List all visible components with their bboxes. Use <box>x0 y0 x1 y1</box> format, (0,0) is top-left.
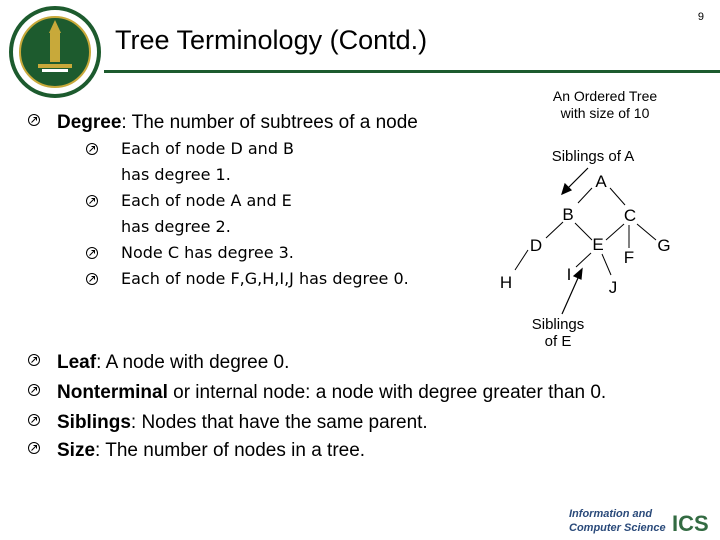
sub-bullet-text: Each of node D and B <box>121 139 295 158</box>
tree-node-d: D <box>529 236 543 255</box>
ordered-tree-note-line: An Ordered Tree <box>552 88 658 104</box>
sub-bullet-text: Each of node F,G,H,I,J has degree 0. <box>121 269 409 288</box>
siblings-of-a-arrowhead <box>562 184 571 194</box>
term-nonterminal: Nonterminal <box>57 382 168 403</box>
definition-leaf: : A node with degree 0. <box>96 352 290 373</box>
edge-e-j <box>602 254 611 275</box>
siblings-of-e-line: of E <box>544 333 572 350</box>
sub-bullet-text: Each of node A and E <box>121 191 292 210</box>
page-number: 9 <box>697 11 704 23</box>
tree-node-b: B <box>562 205 574 224</box>
definition-size: : The number of nodes in a tree. <box>95 440 366 461</box>
tree-node-e: E <box>592 235 604 254</box>
siblings-of-e-label <box>522 316 594 350</box>
edge-a-c <box>610 188 625 205</box>
tree-node-f: F <box>623 248 635 267</box>
tree-node-h: H <box>499 273 513 292</box>
siblings-of-a-label: Siblings of A <box>551 148 635 165</box>
department-logo <box>566 503 718 537</box>
term-siblings: Siblings <box>57 412 131 433</box>
ordered-tree-note-line: with size of 10 <box>560 105 650 121</box>
definition-degree: : The number of subtrees of a node <box>121 112 418 133</box>
edge-a-b <box>578 188 592 203</box>
siblings-of-e-line: Siblings <box>531 316 585 333</box>
edge-c-e <box>606 224 624 240</box>
department-logo-line2: Computer Science <box>569 522 666 534</box>
definition-siblings: : Nodes that have the same parent. <box>130 412 428 433</box>
tree-node-a: A <box>595 172 607 191</box>
tree-node-j: J <box>608 278 618 297</box>
term-size: Size <box>57 440 96 461</box>
tree-node-g: G <box>657 236 671 255</box>
sub-bullet-text: has degree 2. <box>121 217 231 236</box>
ordered-tree-note <box>540 88 670 122</box>
sub-bullet-text: Node C has degree 3. <box>121 243 294 262</box>
definition-nonterminal: or internal node: a node with degree greater than 0. <box>167 382 607 403</box>
department-logo-line1: Information and <box>569 508 653 520</box>
term-degree: Degree <box>57 112 122 133</box>
sub-bullet-text: has degree 1. <box>121 165 231 184</box>
slide-title: Tree Terminology (Contd.) <box>115 25 428 55</box>
term-leaf: Leaf <box>57 352 97 373</box>
tree-node-c: C <box>623 206 637 225</box>
tree-node-i: I <box>566 265 572 284</box>
department-logo-mark: ICS <box>672 511 709 536</box>
